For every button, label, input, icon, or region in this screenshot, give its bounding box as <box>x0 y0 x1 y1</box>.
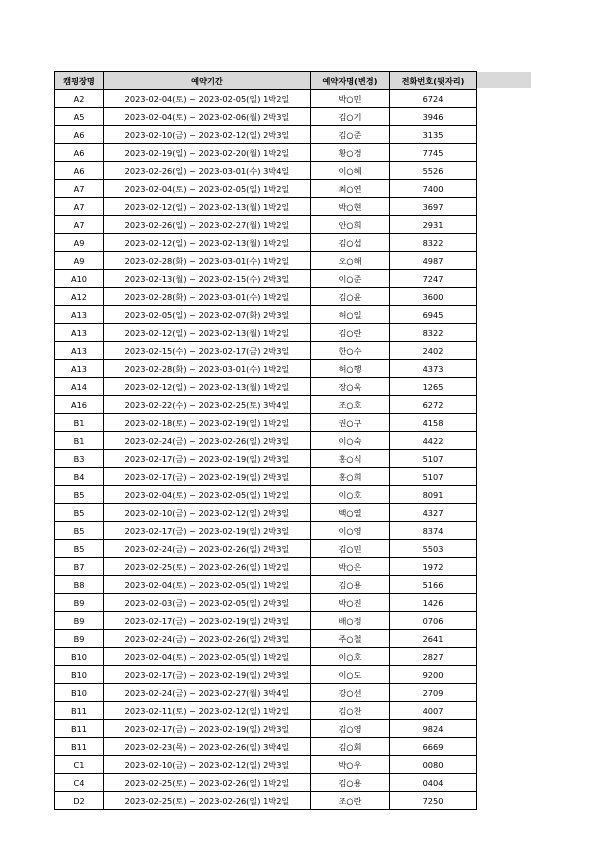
table-row <box>55 666 477 684</box>
campsite-cell: B9 <box>55 594 104 612</box>
period-cell: 2023-02-24(금) ~ 2023-02-27(월) 3박4일 <box>104 684 311 702</box>
name-cell: 김○영 <box>311 720 390 738</box>
name-cell: 장○욱 <box>311 378 390 396</box>
table-row <box>55 576 477 594</box>
table-row <box>55 738 477 756</box>
name-cell: 배○정 <box>311 612 390 630</box>
table-row <box>55 792 477 810</box>
phone-cell: 2641 <box>390 630 477 648</box>
header-campsite: 캠핑장명 <box>55 72 104 90</box>
period-cell: 2023-02-25(토) ~ 2023-02-26(일) 1박2일 <box>104 558 311 576</box>
phone-cell: 2402 <box>390 342 477 360</box>
phone-cell: 8091 <box>390 486 477 504</box>
name-cell: 박○현 <box>311 198 390 216</box>
phone-cell: 8322 <box>390 324 477 342</box>
campsite-cell: D2 <box>55 792 104 810</box>
header-row <box>55 72 477 90</box>
table-row <box>55 90 477 108</box>
name-cell: 이○호 <box>311 648 390 666</box>
phone-cell: 4373 <box>390 360 477 378</box>
phone-cell: 4987 <box>390 252 477 270</box>
name-cell: 백○열 <box>311 504 390 522</box>
name-cell: 김○회 <box>311 738 390 756</box>
period-cell: 2023-02-17(금) ~ 2023-02-19(일) 2박3일 <box>104 450 311 468</box>
table-row <box>55 756 477 774</box>
phone-cell: 2827 <box>390 648 477 666</box>
table-row <box>55 522 477 540</box>
campsite-cell: B10 <box>55 648 104 666</box>
phone-cell: 7400 <box>390 180 477 198</box>
campsite-cell: B9 <box>55 612 104 630</box>
phone-cell: 4327 <box>390 504 477 522</box>
campsite-cell: A13 <box>55 324 104 342</box>
name-cell: 박○민 <box>311 90 390 108</box>
table-row <box>55 432 477 450</box>
campsite-cell: B5 <box>55 540 104 558</box>
name-cell: 허○일 <box>311 306 390 324</box>
table-row <box>55 126 477 144</box>
name-cell: 오○해 <box>311 252 390 270</box>
period-cell: 2023-02-22(수) ~ 2023-02-25(토) 3박4일 <box>104 396 311 414</box>
table-row <box>55 180 477 198</box>
name-cell: 이○혜 <box>311 162 390 180</box>
table-row <box>55 504 477 522</box>
period-cell: 2023-02-13(월) ~ 2023-02-15(수) 2박3일 <box>104 270 311 288</box>
phone-cell: 5526 <box>390 162 477 180</box>
campsite-cell: A5 <box>55 108 104 126</box>
table-row <box>55 378 477 396</box>
name-cell: 김○섭 <box>311 234 390 252</box>
campsite-cell: B11 <box>55 720 104 738</box>
table-row <box>55 234 477 252</box>
campsite-cell: B10 <box>55 666 104 684</box>
table-row <box>55 324 477 342</box>
campsite-cell: B1 <box>55 432 104 450</box>
campsite-cell: B11 <box>55 738 104 756</box>
period-cell: 2023-02-28(화) ~ 2023-03-01(수) 1박2일 <box>104 360 311 378</box>
name-cell: 이○숙 <box>311 432 390 450</box>
name-cell: 이○도 <box>311 666 390 684</box>
phone-cell: 2931 <box>390 216 477 234</box>
campsite-cell: B10 <box>55 684 104 702</box>
campsite-cell: B9 <box>55 630 104 648</box>
period-cell: 2023-02-25(토) ~ 2023-02-26(일) 1박2일 <box>104 774 311 792</box>
phone-cell: 0404 <box>390 774 477 792</box>
period-cell: 2023-02-12(일) ~ 2023-02-13(월) 1박2일 <box>104 378 311 396</box>
period-cell: 2023-02-17(금) ~ 2023-02-19(일) 2박3일 <box>104 612 311 630</box>
phone-cell: 5503 <box>390 540 477 558</box>
period-cell: 2023-02-04(토) ~ 2023-02-05(일) 1박2일 <box>104 648 311 666</box>
phone-cell: 0706 <box>390 612 477 630</box>
period-cell: 2023-02-12(일) ~ 2023-02-13(월) 1박2일 <box>104 234 311 252</box>
name-cell: 한○수 <box>311 342 390 360</box>
name-cell: 김○찬 <box>311 702 390 720</box>
phone-cell: 0080 <box>390 756 477 774</box>
campsite-cell: A7 <box>55 180 104 198</box>
name-cell: 황○경 <box>311 144 390 162</box>
table-row <box>55 648 477 666</box>
period-cell: 2023-02-17(금) ~ 2023-02-19(일) 2박3일 <box>104 720 311 738</box>
phone-cell: 3946 <box>390 108 477 126</box>
period-cell: 2023-02-04(토) ~ 2023-02-05(일) 1박2일 <box>104 576 311 594</box>
name-cell: 안○희 <box>311 216 390 234</box>
table-row <box>55 630 477 648</box>
phone-cell: 3135 <box>390 126 477 144</box>
period-cell: 2023-02-26(일) ~ 2023-03-01(수) 3박4일 <box>104 162 311 180</box>
name-cell: 이○호 <box>311 486 390 504</box>
period-cell: 2023-02-10(금) ~ 2023-02-12(일) 2박3일 <box>104 756 311 774</box>
header-fill-band <box>476 72 531 88</box>
table-row <box>55 558 477 576</box>
period-cell: 2023-02-24(금) ~ 2023-02-26(일) 2박3일 <box>104 540 311 558</box>
reservation-sheet <box>54 71 477 810</box>
period-cell: 2023-02-17(금) ~ 2023-02-19(일) 2박3일 <box>104 666 311 684</box>
phone-cell: 1972 <box>390 558 477 576</box>
table-row <box>55 216 477 234</box>
period-cell: 2023-02-24(금) ~ 2023-02-26(일) 2박3일 <box>104 432 311 450</box>
period-cell: 2023-02-17(금) ~ 2023-02-19(일) 2박3일 <box>104 468 311 486</box>
name-cell: 강○선 <box>311 684 390 702</box>
name-cell: 김○민 <box>311 540 390 558</box>
period-cell: 2023-02-11(토) ~ 2023-02-12(일) 1박2일 <box>104 702 311 720</box>
phone-cell: 5166 <box>390 576 477 594</box>
period-cell: 2023-02-04(토) ~ 2023-02-06(월) 2박3일 <box>104 108 311 126</box>
name-cell: 김○용 <box>311 576 390 594</box>
phone-cell: 5107 <box>390 450 477 468</box>
period-cell: 2023-02-25(토) ~ 2023-02-26(일) 1박2일 <box>104 792 311 810</box>
campsite-cell: A9 <box>55 234 104 252</box>
campsite-cell: B11 <box>55 702 104 720</box>
campsite-cell: A6 <box>55 144 104 162</box>
campsite-cell: A6 <box>55 126 104 144</box>
campsite-cell: B7 <box>55 558 104 576</box>
table-row <box>55 612 477 630</box>
campsite-cell: B8 <box>55 576 104 594</box>
name-cell: 이○준 <box>311 270 390 288</box>
campsite-cell: A13 <box>55 360 104 378</box>
phone-cell: 6724 <box>390 90 477 108</box>
phone-cell: 9824 <box>390 720 477 738</box>
campsite-cell: A16 <box>55 396 104 414</box>
period-cell: 2023-02-10(금) ~ 2023-02-12(일) 2박3일 <box>104 126 311 144</box>
period-cell: 2023-02-26(일) ~ 2023-02-27(월) 1박2일 <box>104 216 311 234</box>
period-cell: 2023-02-03(금) ~ 2023-02-05(일) 2박3일 <box>104 594 311 612</box>
campsite-cell: A9 <box>55 252 104 270</box>
name-cell: 박○진 <box>311 594 390 612</box>
phone-cell: 4422 <box>390 432 477 450</box>
phone-cell: 9200 <box>390 666 477 684</box>
phone-cell: 7745 <box>390 144 477 162</box>
name-cell: 김○용 <box>311 774 390 792</box>
period-cell: 2023-02-04(토) ~ 2023-02-05(일) 1박2일 <box>104 180 311 198</box>
period-cell: 2023-02-17(금) ~ 2023-02-19(일) 2박3일 <box>104 522 311 540</box>
table-row <box>55 540 477 558</box>
name-cell: 김○윤 <box>311 288 390 306</box>
table-row <box>55 396 477 414</box>
campsite-cell: B5 <box>55 504 104 522</box>
campsite-cell: C1 <box>55 756 104 774</box>
period-cell: 2023-02-24(금) ~ 2023-02-26(일) 2박3일 <box>104 630 311 648</box>
period-cell: 2023-02-04(토) ~ 2023-02-05(일) 1박2일 <box>104 90 311 108</box>
period-cell: 2023-02-18(토) ~ 2023-02-19(일) 1박2일 <box>104 414 311 432</box>
name-cell: 홍○식 <box>311 450 390 468</box>
campsite-cell: C4 <box>55 774 104 792</box>
name-cell: 이○영 <box>311 522 390 540</box>
phone-cell: 3600 <box>390 288 477 306</box>
name-cell: 조○호 <box>311 396 390 414</box>
phone-cell: 7247 <box>390 270 477 288</box>
phone-cell: 6945 <box>390 306 477 324</box>
table-row <box>55 144 477 162</box>
table-row <box>55 342 477 360</box>
table-row <box>55 414 477 432</box>
reservation-table <box>54 71 477 810</box>
table-body <box>55 90 477 810</box>
campsite-cell: B5 <box>55 522 104 540</box>
table-row <box>55 360 477 378</box>
table-row <box>55 594 477 612</box>
name-cell: 허○행 <box>311 360 390 378</box>
campsite-cell: A10 <box>55 270 104 288</box>
phone-cell: 3697 <box>390 198 477 216</box>
table-row <box>55 450 477 468</box>
table-row <box>55 252 477 270</box>
campsite-cell: A7 <box>55 216 104 234</box>
campsite-cell: A13 <box>55 306 104 324</box>
table-row <box>55 162 477 180</box>
name-cell: 권○구 <box>311 414 390 432</box>
period-cell: 2023-02-28(화) ~ 2023-03-01(수) 1박2일 <box>104 252 311 270</box>
table-row <box>55 306 477 324</box>
period-cell: 2023-02-28(화) ~ 2023-03-01(수) 1박2일 <box>104 288 311 306</box>
phone-cell: 8374 <box>390 522 477 540</box>
name-cell: 최○연 <box>311 180 390 198</box>
name-cell: 박○우 <box>311 756 390 774</box>
table-row <box>55 486 477 504</box>
phone-cell: 6272 <box>390 396 477 414</box>
table-row <box>55 774 477 792</box>
phone-cell: 1426 <box>390 594 477 612</box>
table-row <box>55 468 477 486</box>
name-cell: 주○철 <box>311 630 390 648</box>
phone-cell: 4158 <box>390 414 477 432</box>
table-row <box>55 198 477 216</box>
campsite-cell: A7 <box>55 198 104 216</box>
campsite-cell: B3 <box>55 450 104 468</box>
phone-cell: 5107 <box>390 468 477 486</box>
name-cell: 김○기 <box>311 108 390 126</box>
name-cell: 김○준 <box>311 126 390 144</box>
name-cell: 홍○희 <box>311 468 390 486</box>
table-row <box>55 288 477 306</box>
period-cell: 2023-02-23(목) ~ 2023-02-26(일) 3박4일 <box>104 738 311 756</box>
campsite-cell: A14 <box>55 378 104 396</box>
campsite-cell: A13 <box>55 342 104 360</box>
table-row <box>55 720 477 738</box>
campsite-cell: B1 <box>55 414 104 432</box>
phone-cell: 7250 <box>390 792 477 810</box>
name-cell: 김○란 <box>311 324 390 342</box>
phone-cell: 8322 <box>390 234 477 252</box>
name-cell: 조○란 <box>311 792 390 810</box>
phone-cell: 4007 <box>390 702 477 720</box>
campsite-cell: A6 <box>55 162 104 180</box>
name-cell: 박○은 <box>311 558 390 576</box>
header-phone: 전화번호(뒷자리) <box>390 72 477 90</box>
campsite-cell: A2 <box>55 90 104 108</box>
period-cell: 2023-02-04(토) ~ 2023-02-05(일) 1박2일 <box>104 486 311 504</box>
table-row <box>55 684 477 702</box>
campsite-cell: B5 <box>55 486 104 504</box>
campsite-cell: A12 <box>55 288 104 306</box>
phone-cell: 2709 <box>390 684 477 702</box>
header-name: 예약자명(변경) <box>311 72 390 90</box>
campsite-cell: B4 <box>55 468 104 486</box>
period-cell: 2023-02-19(일) ~ 2023-02-20(월) 1박2일 <box>104 144 311 162</box>
phone-cell: 6669 <box>390 738 477 756</box>
period-cell: 2023-02-15(수) ~ 2023-02-17(금) 2박3일 <box>104 342 311 360</box>
period-cell: 2023-02-10(금) ~ 2023-02-12(일) 2박3일 <box>104 504 311 522</box>
period-cell: 2023-02-05(일) ~ 2023-02-07(화) 2박3일 <box>104 306 311 324</box>
table-row <box>55 270 477 288</box>
table-row <box>55 108 477 126</box>
phone-cell: 1265 <box>390 378 477 396</box>
table-row <box>55 702 477 720</box>
period-cell: 2023-02-12(일) ~ 2023-02-13(월) 1박2일 <box>104 198 311 216</box>
header-period: 예약기간 <box>104 72 311 90</box>
period-cell: 2023-02-12(일) ~ 2023-02-13(월) 1박2일 <box>104 324 311 342</box>
